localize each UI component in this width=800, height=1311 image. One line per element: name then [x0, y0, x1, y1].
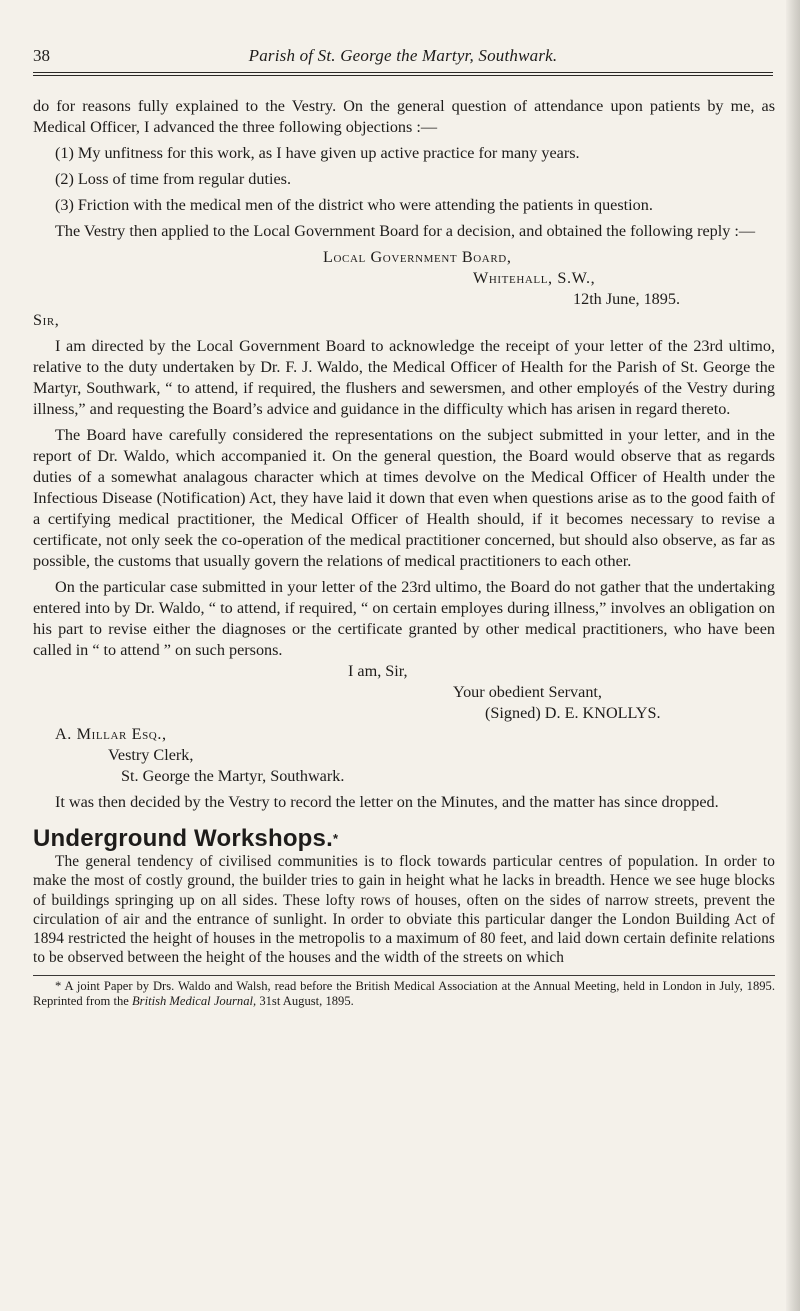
letter-paragraph-2: The Board have carefully considered the representations on the subject submitted in your letter, and in the report of Dr. Waldo, which accompanied it. On the general question, the Board would observe that as regards duties of a somewhat analagous character which at times devolve on the Medical Officer of Health under the Infectious Disease (Notification) Act, they have laid it down that even when questions arise as to the good faith of a certifying medical practitioner, the Medical Officer of Health should, if it becomes necessary to revise a certificate, not only seek the co-operation of the medical practitioner concerned, but should also observe, as far as possible, the customs that usually govern the relations of medical practitioners to each other.: [33, 426, 775, 570]
paragraph-after-letter: It was then decided by the Vestry to record the letter on the Minutes, and the matter has since dropped.: [55, 793, 719, 811]
letter-paragraph-3: On the particular case submitted in your letter of the 23rd ultimo, the Board do not gather that the undertaking entered into by Dr. Waldo, “ to attend, if required, “ on certain employes during illness,” involves an obligation on his part to revise either the diagnoses or the certificate granted by other medical practitioners, who have been called in “ to attend ” on such persons.: [33, 578, 775, 659]
footnote-text: * A joint Paper by Drs. Waldo and Walsh, read before the British Medical Association at the Annual Meeting, held in London in July, 1895. Reprinted from the: [33, 978, 775, 1008]
letter-closing-2: Your obedient Servant,: [453, 683, 602, 701]
letter-recipient-parish: St. George the Martyr, Southwark.: [121, 767, 345, 785]
letter-recipient-name: A. Millar Esq.,: [55, 725, 167, 743]
page-body: [33, 96, 775, 1009]
footnote-journal: British Medical Journal,: [131, 993, 257, 1008]
running-title: Parish of St. George the Martyr, Southwark.: [248, 46, 558, 65]
page-edge: [786, 0, 800, 1311]
header-rule-secondary: [33, 75, 773, 76]
objection-1: (1) My unfitness for this work, as I have given up active practice for many years.: [55, 144, 580, 162]
letter-recipient-title: Vestry Clerk,: [108, 746, 194, 764]
header-rule: [33, 72, 773, 73]
footnote-rule: [33, 975, 775, 976]
paragraph-vestry-applied: The Vestry then applied to the Local Government Board for a decision, and obtained the following reply :—: [55, 222, 756, 240]
objection-3: (3) Friction with the medical men of the district who were attending the patients in question.: [55, 196, 653, 214]
letter-paragraph-1: I am directed by the Local Government Board to acknowledge the receipt of your letter of the 23rd ultimo, relative to the duty undertaken by Dr. F. J. Waldo, the Medical Officer of Health for the Parish of St. George the Martyr, Southwark, “ to attend, if required, the flushers and sewersmen, and other employés of the Vestry during illness,” and requesting the Board’s advice and guidance in the difficulty which has arisen in regard thereto.: [33, 337, 775, 418]
footnote-date: 31st August, 1895.: [259, 993, 354, 1008]
page-header: [33, 36, 773, 66]
letter-date: 12th June, 1895.: [573, 290, 681, 308]
paragraph-intro: do for reasons fully explained to the Vestry. On the general question of attendance upon patients by me, as Medical Officer, I advanced the three following objections :—: [33, 97, 775, 136]
page-number: 38: [33, 46, 50, 65]
section-heading-text: Underground Workshops.: [33, 825, 333, 852]
objection-2: (2) Loss of time from regular duties.: [55, 170, 292, 188]
letter-address-line2: Whitehall, S.W.,: [473, 269, 596, 287]
letter-closing-1: I am, Sir,: [348, 662, 408, 680]
section-paragraph: The general tendency of civilised communities is to flock towards particular centres of population. In order to make the most of costly ground, the builder tries to gain in height what he lacks in breadth. Hence we see huge blocks of buildings springing up on all sides. These lofty rows of houses, often on the sides of narrow streets, prevent the circulation of air and the entrance of sunlight. In order to obviate this particular danger the London Building Act of 1894 restricted the height of houses in the metropolis to a maximum of 80 feet, and laid down certain definite relations to be observed between the height of the houses and the width of the streets on which: [33, 853, 775, 967]
footnote-marker: *: [332, 831, 339, 846]
letter-signature: (Signed) D. E. KNOLLYS.: [485, 704, 661, 722]
letter-address-line1: Local Government Board,: [323, 248, 512, 266]
section-heading: [33, 825, 775, 852]
footnote: [33, 979, 775, 1009]
letter-salutation: Sir,: [33, 311, 60, 329]
